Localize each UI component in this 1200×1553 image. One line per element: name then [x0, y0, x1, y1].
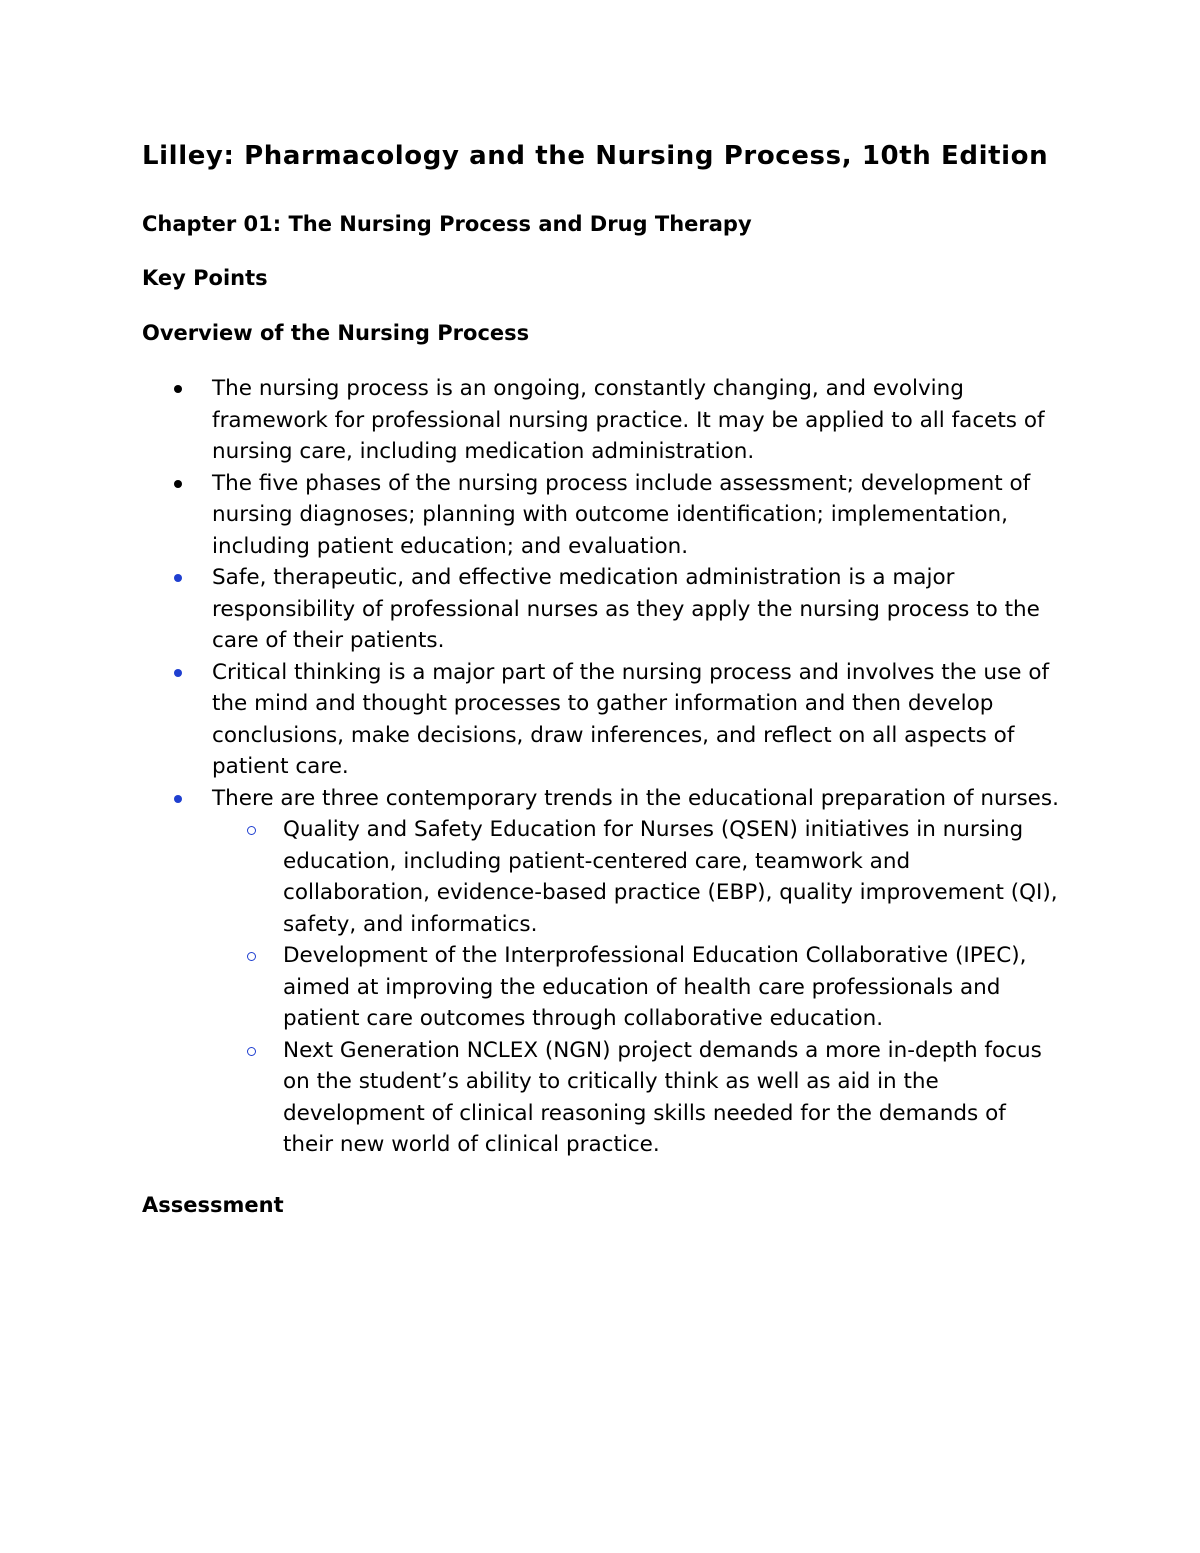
list-item: [212, 468, 1062, 563]
key-points-list: [142, 373, 1062, 1161]
sub-list-item-text: Next Generation NCLEX (NGN) project demands a more in-depth focus on the student’s ability to critically think as well as aid in the development of clinical reasoning skills needed for the demands of their new world of clinical practice.: [283, 1037, 1042, 1157]
document-page: [142, 140, 1062, 1219]
sub-list-item: [283, 940, 1062, 1035]
sub-list-item: [283, 1035, 1062, 1161]
bullet-icon: [174, 574, 182, 582]
list-item-text: Critical thinking is a major part of the nursing process and involves the use of the mind and thought processes to gather information and then develop conclusions, make decisions, draw inferences, and reflect on all aspects of patient care.: [212, 659, 1050, 779]
list-item: [212, 657, 1062, 783]
document-title: Lilley: Pharmacology and the Nursing Process, 10th Edition: [142, 141, 1049, 171]
list-item-text: Safe, therapeutic, and effective medication administration is a major responsibility of professional nurses as they apply the nursing process to the care of their patients.: [212, 565, 1040, 653]
list-item: [212, 562, 1062, 657]
list-item-text: There are three contemporary trends in the educational preparation of nurses.: [212, 785, 1059, 811]
sub-list-item: [283, 814, 1062, 940]
list-item: [212, 783, 1062, 1161]
assessment-heading: Assessment: [142, 1192, 284, 1217]
circle-bullet-icon: [247, 1047, 256, 1056]
bullet-icon: [174, 385, 182, 393]
list-item: [212, 373, 1062, 468]
sub-list-item-text: Quality and Safety Education for Nurses (QSEN) initiatives in nursing education, including patient-centered care, teamwork and collaboration, evidence-based practice (EBP), quality improvement (QI), safety, and informatics.: [283, 817, 1058, 937]
bullet-icon: [174, 480, 182, 488]
bullet-icon: [174, 795, 182, 803]
sub-list: [212, 814, 1062, 1161]
chapter-title: Chapter 01: The Nursing Process and Drug Therapy: [142, 212, 752, 236]
list-item-text: The five phases of the nursing process include assessment; development of nursing diagnoses; planning with outcome identification; implementation, including patient education; and evaluation.: [212, 470, 1031, 559]
circle-bullet-icon: [247, 826, 256, 835]
sub-list-item-text: Development of the Interprofessional Education Collaborative (IPEC), aimed at improving the education of health care professionals and patient care outcomes through collaborative education.: [283, 943, 1027, 1031]
bullet-icon: [174, 669, 182, 677]
list-item-text: The nursing process is an ongoing, constantly changing, and evolving framework for professional nursing practice. It may be applied to all facets of nursing care, including medication administration.: [212, 376, 1045, 464]
overview-heading: Overview of the Nursing Process: [142, 321, 530, 345]
key-points-heading: Key Points: [142, 266, 268, 290]
circle-bullet-icon: [247, 952, 256, 961]
